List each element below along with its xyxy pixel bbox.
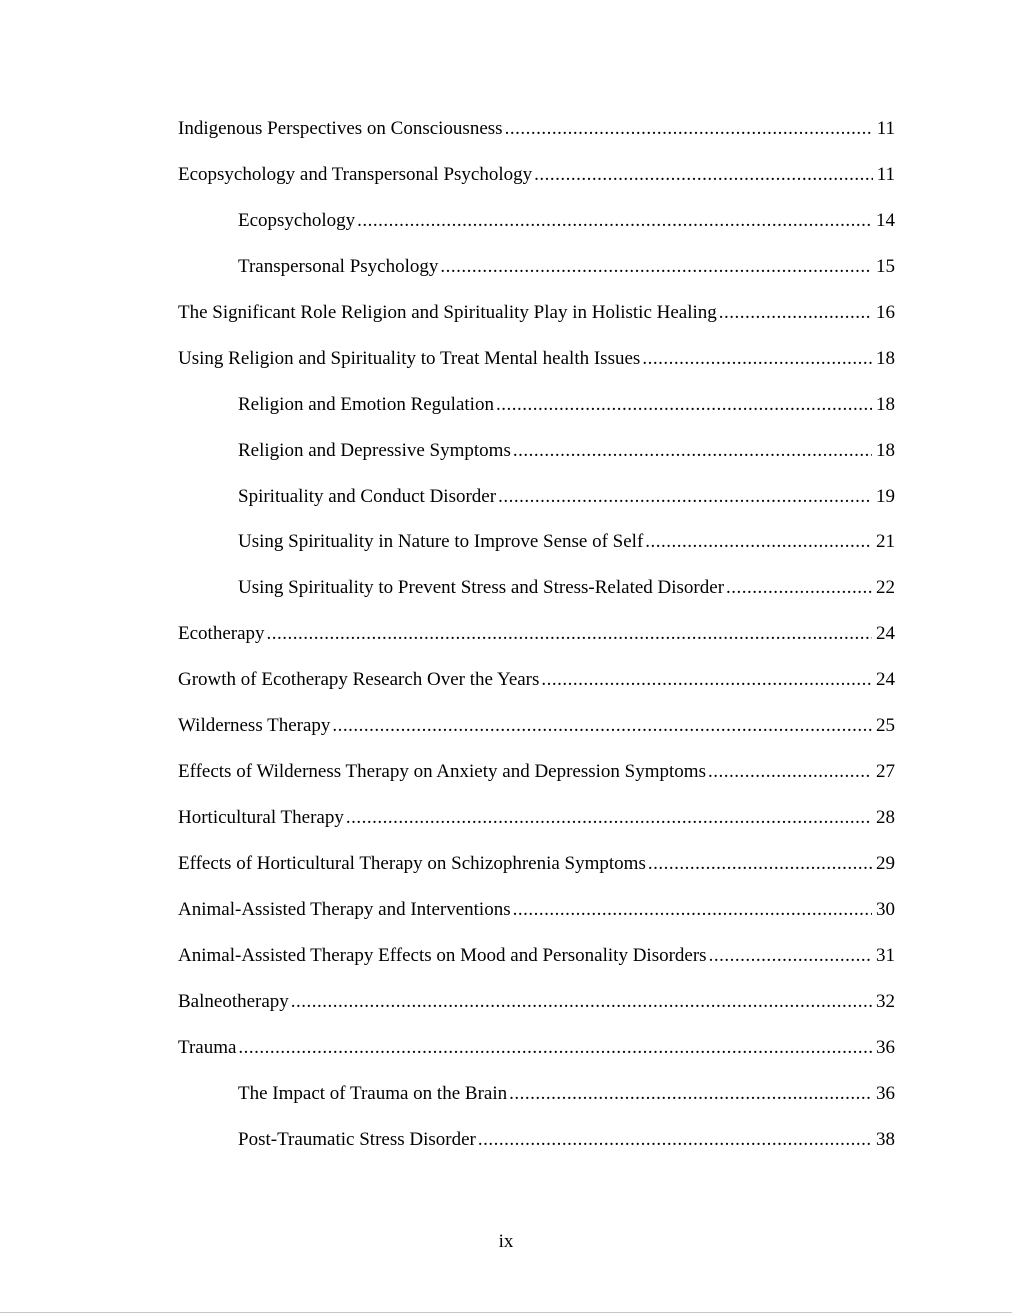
- toc-entry[interactable]: [178, 116, 895, 162]
- toc-dot-leader: [238, 1035, 872, 1061]
- toc-entry-page: 32: [876, 990, 895, 1012]
- toc-entry[interactable]: [178, 575, 895, 621]
- toc-dot-leader: [267, 621, 872, 647]
- toc-entry[interactable]: [178, 529, 895, 575]
- toc-entry-page: 21: [876, 531, 895, 553]
- toc-dot-leader: [708, 759, 872, 785]
- toc-entry-title: Using Spirituality in Nature to Improve Sense of Self: [238, 531, 644, 553]
- toc-entry-title: Ecotherapy: [178, 623, 265, 645]
- toc-dot-leader: [541, 667, 872, 693]
- toc-dot-leader: [645, 529, 872, 555]
- toc-entry-page: 38: [876, 1128, 895, 1150]
- toc-entry[interactable]: [178, 805, 895, 851]
- toc-entry[interactable]: [178, 208, 895, 254]
- toc-dot-leader: [719, 300, 872, 326]
- toc-entry-page: 11: [876, 163, 895, 185]
- toc-dot-leader: [346, 805, 872, 831]
- toc-dot-leader: [478, 1127, 872, 1153]
- toc-entry-title: Effects of Horticultural Therapy on Schizophrenia Symptoms: [178, 853, 646, 874]
- toc-entry-title: The Significant Role Religion and Spirituality Play in Holistic Healing: [178, 301, 717, 323]
- toc-entry[interactable]: [178, 162, 895, 208]
- toc-entry-page: 18: [876, 393, 895, 415]
- toc-dot-leader: [291, 989, 872, 1015]
- toc-dot-leader: [496, 392, 872, 418]
- toc-entry-page: 16: [876, 301, 895, 323]
- toc-entry-page: 25: [876, 715, 895, 737]
- toc-entry-title: Balneotherapy: [178, 990, 289, 1012]
- toc-entry-title: Wilderness Therapy: [178, 715, 331, 737]
- toc-entry[interactable]: [178, 254, 895, 300]
- toc-dot-leader: [513, 897, 872, 923]
- toc-entry-page: 22: [876, 577, 895, 599]
- toc-entry[interactable]: [178, 1081, 895, 1127]
- toc-dot-leader: [332, 713, 872, 739]
- toc-dot-leader: [709, 943, 872, 969]
- toc-entry-page: 18: [876, 439, 895, 461]
- toc-dot-leader: [440, 254, 872, 280]
- toc-entry-page: 24: [876, 669, 895, 691]
- toc-entry-page: 31: [876, 944, 895, 966]
- toc-entry-title: Growth of Ecotherapy Research Over the Years: [178, 669, 540, 691]
- toc-entry[interactable]: [178, 438, 895, 484]
- toc-entry-page: 36: [876, 1082, 895, 1104]
- toc-entry[interactable]: [178, 484, 895, 530]
- table-of-contents: [178, 116, 895, 1173]
- toc-dot-leader: [357, 208, 872, 234]
- toc-entry-title: Effects of Wilderness Therapy on Anxiety and Depression Symptoms: [178, 761, 706, 783]
- toc-entry[interactable]: [178, 621, 895, 667]
- toc-entry[interactable]: [178, 759, 895, 805]
- toc-entry[interactable]: [178, 943, 895, 989]
- toc-entry-page: 18: [876, 347, 895, 369]
- toc-dot-leader: [726, 575, 872, 601]
- toc-entry-title: Trauma: [178, 1036, 237, 1058]
- toc-entry[interactable]: [178, 300, 895, 346]
- toc-entry-title: Ecopsychology and Transpersonal Psychology: [178, 163, 533, 185]
- toc-entry-page: 30: [876, 898, 895, 920]
- toc-dot-leader: [509, 1081, 872, 1107]
- toc-entry-page: 19: [876, 485, 895, 507]
- toc-entry[interactable]: [178, 346, 895, 392]
- toc-entry-title: Horticultural Therapy: [178, 807, 344, 829]
- toc-dot-leader: [513, 438, 872, 464]
- toc-entry-title: Using Religion and Spirituality to Treat Mental health Issues: [178, 347, 641, 369]
- toc-entry-page: 29: [876, 853, 895, 874]
- toc-entry[interactable]: [178, 392, 895, 438]
- toc-entry[interactable]: [178, 1127, 895, 1173]
- toc-entry-title: Animal-Assisted Therapy and Interventions: [178, 898, 511, 920]
- toc-dot-leader: [648, 851, 872, 877]
- toc-entry-page: 28: [876, 807, 895, 829]
- toc-entry[interactable]: [178, 989, 895, 1035]
- toc-entry-title: Ecopsychology: [238, 209, 356, 231]
- toc-entry[interactable]: [178, 851, 895, 897]
- toc-dot-leader: [498, 484, 872, 510]
- toc-entry-page: 36: [876, 1036, 895, 1058]
- toc-entry[interactable]: [178, 667, 895, 713]
- toc-entry-title: Using Spirituality to Prevent Stress and Stress-Related Disorder: [238, 577, 725, 599]
- toc-entry-title: Post-Traumatic Stress Disorder: [238, 1128, 476, 1150]
- toc-entry-title: Religion and Depressive Symptoms: [238, 439, 511, 461]
- toc-entry-page: 24: [876, 623, 895, 645]
- toc-dot-leader: [505, 116, 873, 142]
- toc-dot-leader: [534, 162, 873, 188]
- toc-entry[interactable]: [178, 897, 895, 943]
- toc-dot-leader: [642, 346, 872, 372]
- toc-entry-page: 14: [876, 209, 895, 231]
- page-number: ix: [498, 1231, 514, 1252]
- toc-entry-page: 11: [876, 118, 895, 139]
- toc-entry-page: 27: [876, 761, 895, 783]
- toc-entry-title: Indigenous Perspectives on Consciousness: [178, 118, 503, 139]
- toc-entry-title: Religion and Emotion Regulation: [238, 393, 494, 415]
- toc-entry[interactable]: [178, 713, 895, 759]
- toc-entry[interactable]: [178, 1035, 895, 1081]
- toc-entry-title: Spirituality and Conduct Disorder: [238, 485, 497, 507]
- toc-entry-page: 15: [876, 255, 895, 277]
- toc-entry-title: Animal-Assisted Therapy Effects on Mood and Personality Disorders: [178, 944, 707, 966]
- toc-entry-title: The Impact of Trauma on the Brain: [238, 1082, 508, 1104]
- toc-entry-title: Transpersonal Psychology: [238, 255, 439, 277]
